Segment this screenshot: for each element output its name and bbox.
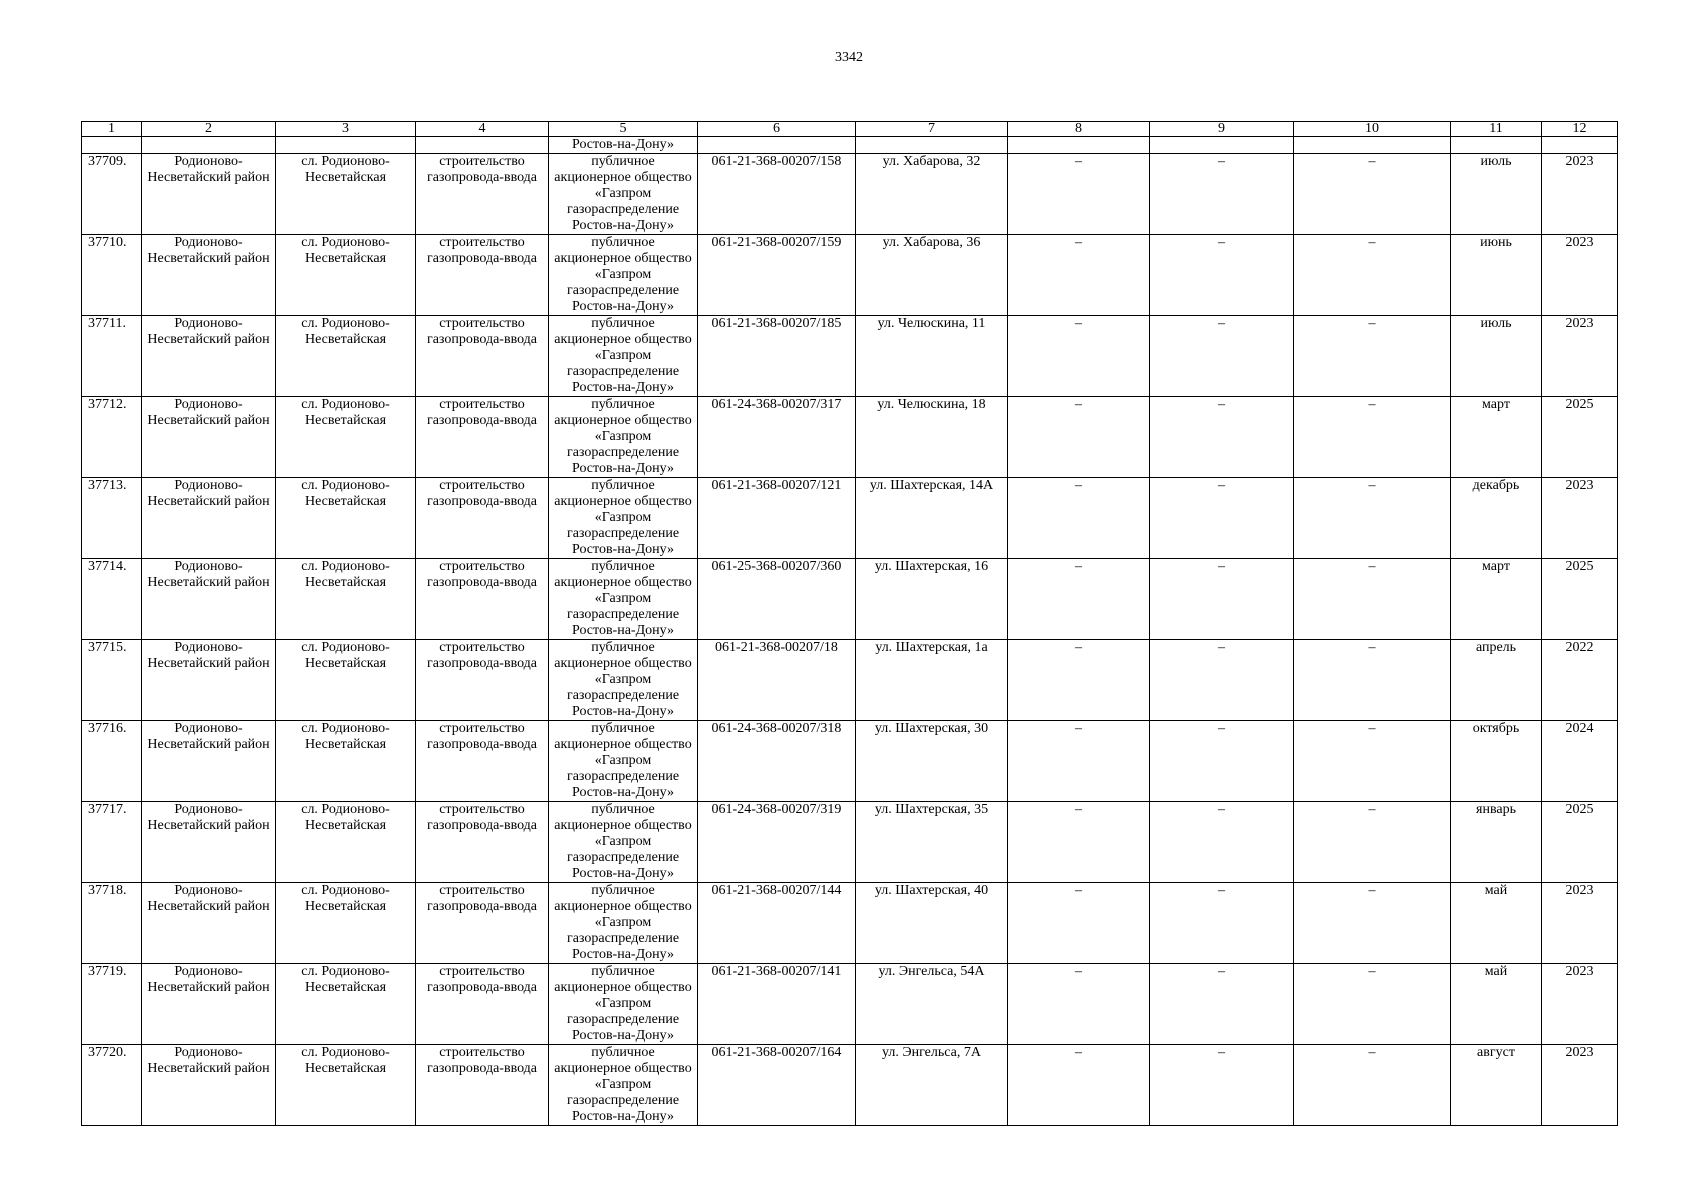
cell-row-number: 37719. xyxy=(82,964,142,1045)
cell-object-code: 061-21-368-00207/121 xyxy=(698,478,856,559)
cell-col-9: – xyxy=(1150,802,1294,883)
cell-organization: публичное акционерное общество «Газпром газораспределение Ростов-на-Дону» xyxy=(549,316,698,397)
cell-object-code: 061-21-368-00207/144 xyxy=(698,883,856,964)
column-header: 11 xyxy=(1451,122,1542,137)
cell-col-8: – xyxy=(1008,640,1150,721)
cell-settlement: сл. Родионово-Несветайская xyxy=(276,640,416,721)
cell-address: ул. Хабарова, 32 xyxy=(856,154,1008,235)
cell-organization: публичное акционерное общество «Газпром газораспределение Ростов-на-Дону» xyxy=(549,154,698,235)
cell-col-10: – xyxy=(1294,964,1451,1045)
cell-object-code: 061-21-368-00207/18 xyxy=(698,640,856,721)
cell-district: Родионово-Несветайский район xyxy=(142,316,276,397)
cell-col-9: – xyxy=(1150,316,1294,397)
page-number: 3342 xyxy=(835,50,863,65)
cell-col-9: – xyxy=(1150,640,1294,721)
cell-col-9: – xyxy=(1150,478,1294,559)
cell-row-number: 37712. xyxy=(82,397,142,478)
cell-object-code: 061-24-368-00207/319 xyxy=(698,802,856,883)
cell-address: ул. Энгельса, 54А xyxy=(856,964,1008,1045)
cell-col-8: – xyxy=(1008,154,1150,235)
cell-col-8: – xyxy=(1008,235,1150,316)
cell-settlement: сл. Родионово-Несветайская xyxy=(276,235,416,316)
cell-district: Родионово-Несветайский район xyxy=(142,154,276,235)
cell-object-code: 061-24-368-00207/317 xyxy=(698,397,856,478)
cell-year: 2025 xyxy=(1542,397,1618,478)
cell-col-9: – xyxy=(1150,559,1294,640)
cell-year: 2023 xyxy=(1542,235,1618,316)
cell-address: ул. Челюскина, 11 xyxy=(856,316,1008,397)
cell-work-type: строительство газопровода-ввода xyxy=(416,964,549,1045)
cell-col-8: – xyxy=(1008,559,1150,640)
table-row xyxy=(82,883,1618,964)
cell-year: 2025 xyxy=(1542,802,1618,883)
cell-district: Родионово-Несветайский район xyxy=(142,559,276,640)
cell-row-number: 37716. xyxy=(82,721,142,802)
table-row xyxy=(82,397,1618,478)
cell-col-8: – xyxy=(1008,964,1150,1045)
cell-settlement: сл. Родионово-Несветайская xyxy=(276,721,416,802)
cell-month: январь xyxy=(1451,802,1542,883)
cell-object-code: 061-21-368-00207/159 xyxy=(698,235,856,316)
cell-month: август xyxy=(1451,1045,1542,1126)
cell-work-type: строительство газопровода-ввода xyxy=(416,559,549,640)
cell-col-10: – xyxy=(1294,883,1451,964)
cell-empty xyxy=(1542,137,1618,154)
cell-month: март xyxy=(1451,397,1542,478)
cell-address: ул. Шахтерская, 1а xyxy=(856,640,1008,721)
cell-month: май xyxy=(1451,964,1542,1045)
table-row xyxy=(82,640,1618,721)
cell-work-type: строительство газопровода-ввода xyxy=(416,802,549,883)
continuation-row xyxy=(82,137,1618,154)
cell-address: ул. Шахтерская, 14А xyxy=(856,478,1008,559)
column-header: 10 xyxy=(1294,122,1451,137)
cell-row-number: 37711. xyxy=(82,316,142,397)
cell-month: декабрь xyxy=(1451,478,1542,559)
cell-district: Родионово-Несветайский район xyxy=(142,1045,276,1126)
cell-month: июль xyxy=(1451,154,1542,235)
cell-work-type: строительство газопровода-ввода xyxy=(416,316,549,397)
cell-year: 2023 xyxy=(1542,154,1618,235)
cell-organization: публичное акционерное общество «Газпром газораспределение Ростов-на-Дону» xyxy=(549,883,698,964)
table-body xyxy=(82,122,1618,1126)
cell-settlement: сл. Родионово-Несветайская xyxy=(276,802,416,883)
cell-address: ул. Шахтерская, 35 xyxy=(856,802,1008,883)
cell-row-number: 37717. xyxy=(82,802,142,883)
cell-work-type: строительство газопровода-ввода xyxy=(416,478,549,559)
cell-empty xyxy=(276,137,416,154)
cell-settlement: сл. Родионово-Несветайская xyxy=(276,964,416,1045)
cell-year: 2023 xyxy=(1542,964,1618,1045)
cell-col-10: – xyxy=(1294,235,1451,316)
cell-col-10: – xyxy=(1294,640,1451,721)
cell-organization: публичное акционерное общество «Газпром газораспределение Ростов-на-Дону» xyxy=(549,559,698,640)
cell-col-10: – xyxy=(1294,478,1451,559)
column-header: 2 xyxy=(142,122,276,137)
cell-month: май xyxy=(1451,883,1542,964)
column-header: 3 xyxy=(276,122,416,137)
cell-organization: публичное акционерное общество «Газпром газораспределение Ростов-на-Дону» xyxy=(549,397,698,478)
cell-empty xyxy=(142,137,276,154)
cell-district: Родионово-Несветайский район xyxy=(142,721,276,802)
column-header: 5 xyxy=(549,122,698,137)
cell-work-type: строительство газопровода-ввода xyxy=(416,721,549,802)
cell-row-number: 37713. xyxy=(82,478,142,559)
cell-district: Родионово-Несветайский район xyxy=(142,883,276,964)
cell-col-9: – xyxy=(1150,397,1294,478)
cell-col-10: – xyxy=(1294,316,1451,397)
cell-address: ул. Шахтерская, 30 xyxy=(856,721,1008,802)
column-header: 1 xyxy=(82,122,142,137)
cell-empty xyxy=(416,137,549,154)
column-header: 8 xyxy=(1008,122,1150,137)
cell-settlement: сл. Родионово-Несветайская xyxy=(276,1045,416,1126)
cell-object-code: 061-21-368-00207/158 xyxy=(698,154,856,235)
cell-settlement: сл. Родионово-Несветайская xyxy=(276,316,416,397)
cell-col-8: – xyxy=(1008,1045,1150,1126)
column-header: 12 xyxy=(1542,122,1618,137)
cell-col-8: – xyxy=(1008,721,1150,802)
cell-work-type: строительство газопровода-ввода xyxy=(416,883,549,964)
cell-district: Родионово-Несветайский район xyxy=(142,964,276,1045)
cell-empty xyxy=(856,137,1008,154)
cell-organization: публичное акционерное общество «Газпром газораспределение Ростов-на-Дону» xyxy=(549,964,698,1045)
column-header-row xyxy=(82,122,1618,137)
table-row xyxy=(82,1045,1618,1126)
cell-col-8: – xyxy=(1008,478,1150,559)
cell-year: 2023 xyxy=(1542,478,1618,559)
cell-empty xyxy=(698,137,856,154)
cell-year: 2024 xyxy=(1542,721,1618,802)
cell-row-number: 37710. xyxy=(82,235,142,316)
cell-address: ул. Челюскина, 18 xyxy=(856,397,1008,478)
column-header: 4 xyxy=(416,122,549,137)
column-header: 9 xyxy=(1150,122,1294,137)
cell-month: апрель xyxy=(1451,640,1542,721)
cell-work-type: строительство газопровода-ввода xyxy=(416,640,549,721)
cell-month: март xyxy=(1451,559,1542,640)
cell-year: 2022 xyxy=(1542,640,1618,721)
cell-settlement: сл. Родионово-Несветайская xyxy=(276,478,416,559)
cell-work-type: строительство газопровода-ввода xyxy=(416,154,549,235)
cell-settlement: сл. Родионово-Несветайская xyxy=(276,154,416,235)
cell-settlement: сл. Родионово-Несветайская xyxy=(276,883,416,964)
table-row xyxy=(82,478,1618,559)
cell-organization: публичное акционерное общество «Газпром газораспределение Ростов-на-Дону» xyxy=(549,478,698,559)
cell-organization: публичное акционерное общество «Газпром газораспределение Ростов-на-Дону» xyxy=(549,721,698,802)
cell-work-type: строительство газопровода-ввода xyxy=(416,235,549,316)
cell-organization: публичное акционерное общество «Газпром газораспределение Ростов-на-Дону» xyxy=(549,235,698,316)
cell-object-code: 061-25-368-00207/360 xyxy=(698,559,856,640)
table-row xyxy=(82,559,1618,640)
cell-district: Родионово-Несветайский район xyxy=(142,478,276,559)
cell-col-9: – xyxy=(1150,154,1294,235)
cell-year: 2023 xyxy=(1542,883,1618,964)
cell-year: 2025 xyxy=(1542,559,1618,640)
cell-work-type: строительство газопровода-ввода xyxy=(416,397,549,478)
cell-object-code: 061-21-368-00207/141 xyxy=(698,964,856,1045)
cell-object-code: 061-21-368-00207/185 xyxy=(698,316,856,397)
cell-organization: публичное акционерное общество «Газпром газораспределение Ростов-на-Дону» xyxy=(549,640,698,721)
cell-address: ул. Хабарова, 36 xyxy=(856,235,1008,316)
cell-district: Родионово-Несветайский район xyxy=(142,235,276,316)
cell-col-9: – xyxy=(1150,235,1294,316)
column-header: 7 xyxy=(856,122,1008,137)
cell-month: июль xyxy=(1451,316,1542,397)
cell-district: Родионово-Несветайский район xyxy=(142,640,276,721)
cell-col-8: – xyxy=(1008,316,1150,397)
cell-district: Родионово-Несветайский район xyxy=(142,802,276,883)
table-row xyxy=(82,802,1618,883)
cell-col-9: – xyxy=(1150,721,1294,802)
cell-col-8: – xyxy=(1008,397,1150,478)
cell-address: ул. Шахтерская, 40 xyxy=(856,883,1008,964)
cell-month: октябрь xyxy=(1451,721,1542,802)
cell-address: ул. Энгельса, 7А xyxy=(856,1045,1008,1126)
column-header: 6 xyxy=(698,122,856,137)
cell-col-8: – xyxy=(1008,802,1150,883)
cell-empty xyxy=(1008,137,1150,154)
cell-year: 2023 xyxy=(1542,1045,1618,1126)
cell-work-type: строительство газопровода-ввода xyxy=(416,1045,549,1126)
cell-year: 2023 xyxy=(1542,316,1618,397)
table-row xyxy=(82,154,1618,235)
cell-col-10: – xyxy=(1294,802,1451,883)
cell-org-continued: Ростов-на-Дону» xyxy=(549,137,698,154)
cell-organization: публичное акционерное общество «Газпром газораспределение Ростов-на-Дону» xyxy=(549,802,698,883)
cell-row-number: 37709. xyxy=(82,154,142,235)
cell-col-9: – xyxy=(1150,964,1294,1045)
cell-col-9: – xyxy=(1150,883,1294,964)
cell-col-10: – xyxy=(1294,397,1451,478)
table-row xyxy=(82,235,1618,316)
cell-col-10: – xyxy=(1294,559,1451,640)
cell-empty xyxy=(1294,137,1451,154)
table-row xyxy=(82,964,1618,1045)
register-table xyxy=(81,121,1618,1126)
cell-row-number: 37715. xyxy=(82,640,142,721)
table-row xyxy=(82,721,1618,802)
cell-col-10: – xyxy=(1294,1045,1451,1126)
cell-settlement: сл. Родионово-Несветайская xyxy=(276,559,416,640)
cell-object-code: 061-21-368-00207/164 xyxy=(698,1045,856,1126)
cell-col-8: – xyxy=(1008,883,1150,964)
cell-empty xyxy=(1451,137,1542,154)
cell-object-code: 061-24-368-00207/318 xyxy=(698,721,856,802)
cell-row-number: 37714. xyxy=(82,559,142,640)
cell-settlement: сл. Родионово-Несветайская xyxy=(276,397,416,478)
table-row xyxy=(82,316,1618,397)
cell-col-10: – xyxy=(1294,154,1451,235)
cell-month: июнь xyxy=(1451,235,1542,316)
cell-col-10: – xyxy=(1294,721,1451,802)
cell-empty xyxy=(82,137,142,154)
cell-district: Родионово-Несветайский район xyxy=(142,397,276,478)
cell-address: ул. Шахтерская, 16 xyxy=(856,559,1008,640)
cell-row-number: 37718. xyxy=(82,883,142,964)
cell-organization: публичное акционерное общество «Газпром газораспределение Ростов-на-Дону» xyxy=(549,1045,698,1126)
cell-col-9: – xyxy=(1150,1045,1294,1126)
cell-empty xyxy=(1150,137,1294,154)
cell-row-number: 37720. xyxy=(82,1045,142,1126)
